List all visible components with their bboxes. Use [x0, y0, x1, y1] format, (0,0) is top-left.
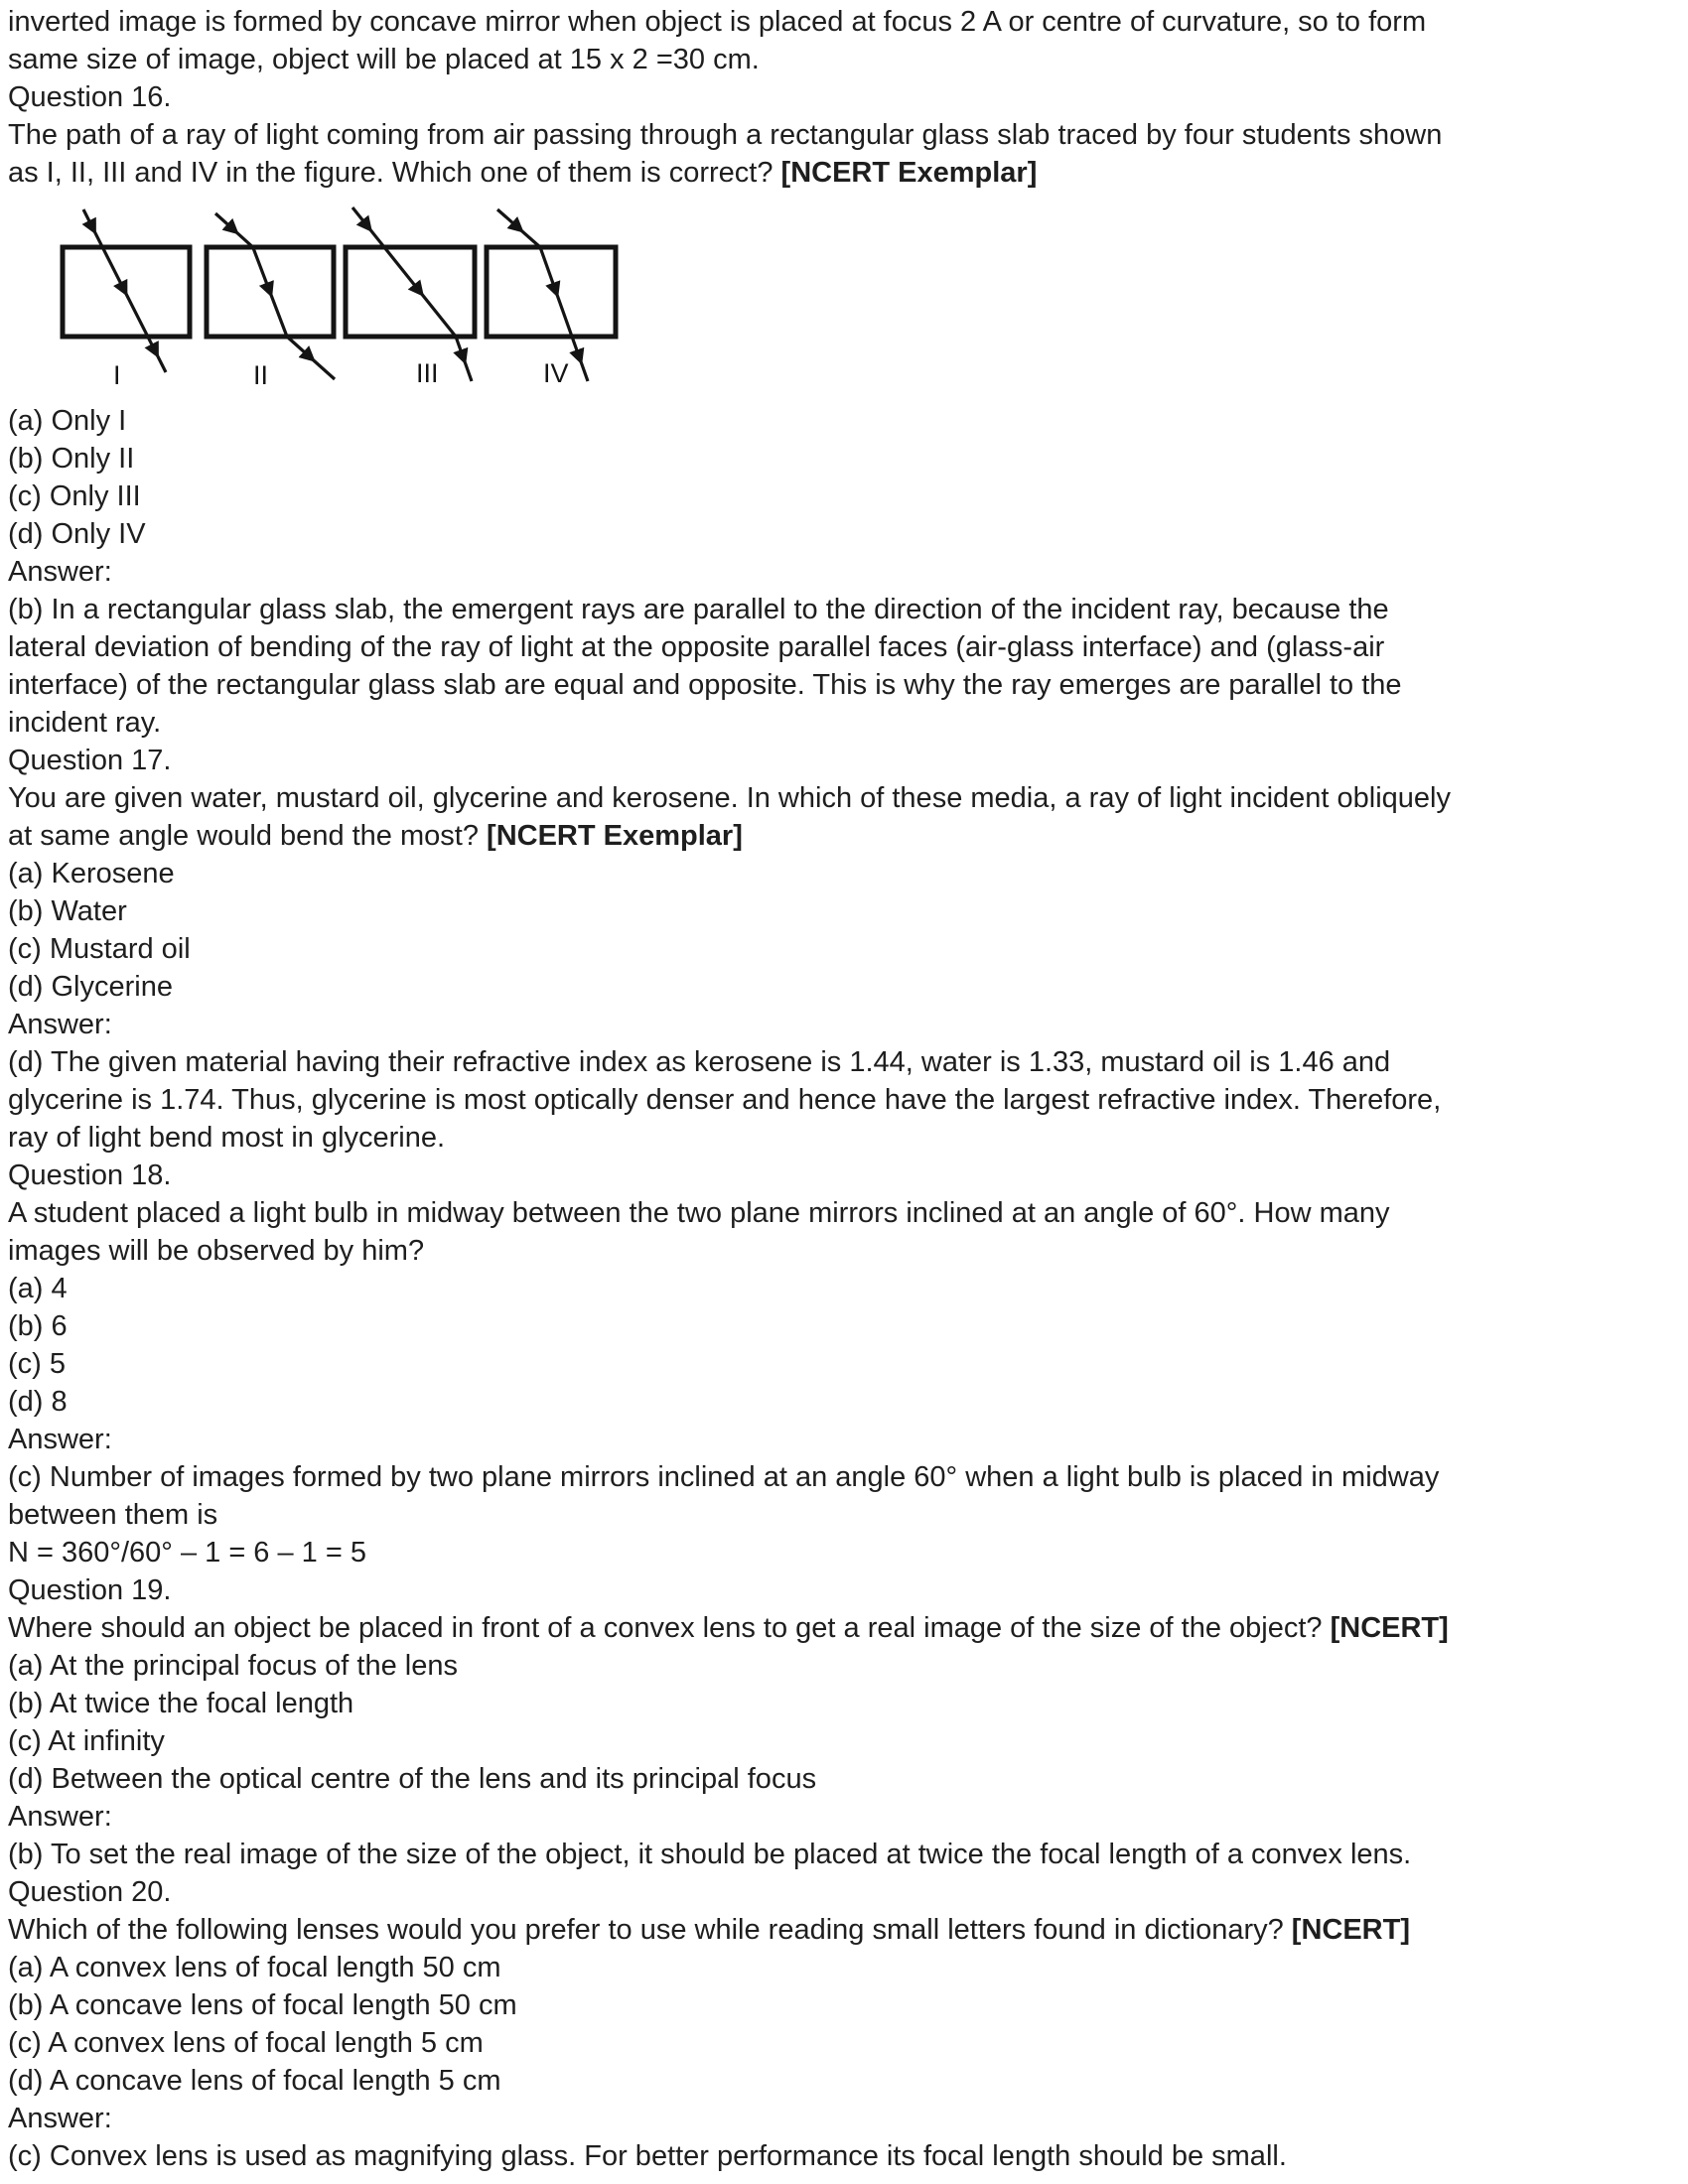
q19-answer-label [8, 1798, 1680, 1836]
text-run: (b) A concave lens of focal length 50 cm [8, 1989, 517, 2021]
slab-diagram-2 [207, 213, 335, 390]
text-run: (c) A convex lens of focal length 5 cm [8, 2027, 484, 2059]
q16-answer-text [8, 591, 1680, 628]
text-run: ray of light bend most in glycerine. [8, 1122, 446, 1154]
text-run: (a) At the principal focus of the lens [8, 1650, 458, 1682]
q16-option-c [8, 478, 1680, 515]
text-run: interface) of the rectangular glass slab are equal and opposite. This is why the ray emerges are parallel to the [8, 669, 1402, 701]
q18-option-d [8, 1383, 1680, 1421]
text-run: (d) 8 [8, 1386, 68, 1418]
text-run: Where should an object be placed in front of a convex lens to get a real image of the size of the object? [8, 1612, 1331, 1644]
text-run: (b) 6 [8, 1310, 68, 1342]
glass-slab-rect [487, 247, 616, 337]
q17-answer-text [8, 1081, 1680, 1119]
q16-option-b [8, 440, 1680, 478]
text-run: lateral deviation of bending of the ray of light at the opposite parallel faces (air-glass interface) and (glass-air [8, 631, 1385, 663]
q18-option-b [8, 1307, 1680, 1345]
text-run: Answer: [8, 1801, 112, 1833]
question-19-heading [8, 1571, 1680, 1609]
q18-option-a [8, 1270, 1680, 1307]
text-run: (a) Only I [8, 405, 127, 437]
q19-option-a [8, 1647, 1680, 1685]
q17-answer-text [8, 1119, 1680, 1157]
ray-emergent [287, 337, 335, 379]
text-run: Answer: [8, 1424, 112, 1455]
slab-diagram-4 [487, 209, 616, 388]
text-run: (d) A concave lens of focal length 5 cm [8, 2065, 501, 2097]
q20-option-a [8, 1949, 1680, 1986]
text-run: (d) The given material having their refractive index as kerosene is 1.44, water is 1.33, mustard oil is 1.46 and [8, 1046, 1391, 1078]
text-run: (a) 4 [8, 1273, 68, 1304]
ray-incident [352, 207, 384, 247]
q20-option-d [8, 2062, 1680, 2100]
q16-answer-text [8, 666, 1680, 704]
text-run: same size of image, object will be placed at 15 x 2 =30 cm. [8, 44, 760, 75]
text-run: Answer: [8, 556, 112, 588]
text-run: You are given water, mustard oil, glycerine and kerosene. In which of these media, a ray of light incident obliquely [8, 782, 1451, 814]
question-16-text [8, 154, 1680, 192]
text-run: incident ray. [8, 707, 162, 739]
slab-diagram-1 [63, 209, 190, 390]
text-run: Which of the following lenses would you prefer to use while reading small letters found in dictionary? [8, 1914, 1292, 1946]
text-run: Question 18. [8, 1160, 172, 1191]
question-18-heading [8, 1157, 1680, 1194]
q16-answer-text [8, 704, 1680, 742]
text-run: as I, II, III and IV in the figure. Which one of them is correct? [8, 157, 781, 189]
ray-incident [497, 209, 540, 247]
text-run: (d) Only IV [8, 518, 146, 550]
citation-tag: [NCERT] [1291, 1914, 1410, 1946]
question-19-text [8, 1609, 1680, 1647]
glass-slab-figure-svg [34, 202, 633, 396]
question-18-text [8, 1232, 1680, 1270]
glass-slab-rect [346, 247, 475, 337]
slab-diagram-3 [346, 207, 475, 388]
text-run: Question 19. [8, 1574, 172, 1606]
q18-answer-formula [8, 1534, 1680, 1571]
ray-emergent [456, 337, 472, 381]
text-run: Answer: [8, 2103, 112, 2134]
q16-option-d [8, 515, 1680, 553]
q18-option-c [8, 1345, 1680, 1383]
ray-emergent [572, 337, 588, 381]
text-run: inverted image is formed by concave mirror when object is placed at focus 2 A or centre of curvature, so to form [8, 6, 1427, 38]
text-run: (a) A convex lens of focal length 50 cm [8, 1952, 501, 1983]
citation-tag: [NCERT Exemplar] [487, 820, 743, 852]
text-run: (d) Between the optical centre of the lens and its principal focus [8, 1763, 817, 1795]
citation-tag: [NCERT Exemplar] [780, 157, 1038, 189]
q16-option-a [8, 402, 1680, 440]
q20-option-c [8, 2024, 1680, 2062]
text-run: (c) At infinity [8, 1725, 165, 1757]
text-run: (b) In a rectangular glass slab, the emergent rays are parallel to the direction of the incident ray, because the [8, 594, 1389, 625]
figure-label-1: I [113, 360, 121, 390]
text-run: A student placed a light bulb in midway between the two plane mirrors inclined at an angle of 60°. How many [8, 1197, 1390, 1229]
answer15-continuation-line [8, 41, 1680, 78]
q19-option-c [8, 1722, 1680, 1760]
text-run: Question 16. [8, 81, 172, 113]
question-20-text [8, 1911, 1680, 1949]
q17-option-c [8, 930, 1680, 968]
question-16-heading [8, 78, 1680, 116]
q17-answer-label [8, 1006, 1680, 1043]
q19-option-b [8, 1685, 1680, 1722]
text-run: N = 360°/60° – 1 = 6 – 1 = 5 [8, 1537, 366, 1569]
citation-tag: [NCERT] [1330, 1612, 1449, 1644]
q19-answer-text [8, 1836, 1680, 1873]
text-run: The path of a ray of light coming from air passing through a rectangular glass slab traced by four students shown [8, 119, 1443, 151]
ray-incident [215, 213, 253, 247]
glass-slab-figure [34, 202, 633, 396]
figure-label-2: II [253, 360, 269, 390]
text-run: (b) At twice the focal length [8, 1688, 354, 1719]
text-run: (c) Mustard oil [8, 933, 191, 965]
text-run: (c) Number of images formed by two plane mirrors inclined at an angle 60° when a light bulb is placed in midway [8, 1461, 1440, 1493]
question-18-text [8, 1194, 1680, 1232]
q17-option-b [8, 892, 1680, 930]
question-20-heading [8, 1873, 1680, 1911]
text-run: between them is [8, 1499, 218, 1531]
q16-answer-text [8, 628, 1680, 666]
q16-answer-label [8, 553, 1680, 591]
q18-answer-text [8, 1496, 1680, 1534]
q20-option-b [8, 1986, 1680, 2024]
document-body [8, 3, 1680, 2175]
figure-label-3: III [416, 358, 439, 388]
text-run: (d) Glycerine [8, 971, 173, 1003]
q17-answer-text [8, 1043, 1680, 1081]
question-16-text [8, 116, 1680, 154]
q20-answer-label [8, 2100, 1680, 2137]
text-run: (c) Only III [8, 480, 141, 512]
q18-answer-text [8, 1458, 1680, 1496]
text-run: (c) 5 [8, 1348, 66, 1380]
text-run: (c) Convex lens is used as magnifying glass. For better performance its focal length should be small. [8, 2140, 1287, 2172]
text-run: glycerine is 1.74. Thus, glycerine is most optically denser and hence have the largest refractive index. Therefore, [8, 1084, 1442, 1116]
text-run: Answer: [8, 1009, 112, 1040]
text-run: at same angle would bend the most? [8, 820, 488, 852]
question-17-text [8, 817, 1680, 855]
text-run: (b) Water [8, 895, 127, 927]
text-run: Question 20. [8, 1876, 172, 1908]
q18-answer-label [8, 1421, 1680, 1458]
figure-label-4: IV [543, 358, 569, 388]
text-run: (b) Only II [8, 443, 135, 475]
q17-option-a [8, 855, 1680, 892]
text-run: (a) Kerosene [8, 858, 175, 889]
text-run: Question 17. [8, 745, 172, 776]
q20-answer-text [8, 2137, 1680, 2175]
q19-option-d [8, 1760, 1680, 1798]
answer15-continuation-line [8, 3, 1680, 41]
text-run: (b) To set the real image of the size of the object, it should be placed at twice the focal length of a convex lens. [8, 1839, 1412, 1870]
q17-option-d [8, 968, 1680, 1006]
question-17-heading [8, 742, 1680, 779]
text-run: images will be observed by him? [8, 1235, 425, 1267]
question-17-text [8, 779, 1680, 817]
